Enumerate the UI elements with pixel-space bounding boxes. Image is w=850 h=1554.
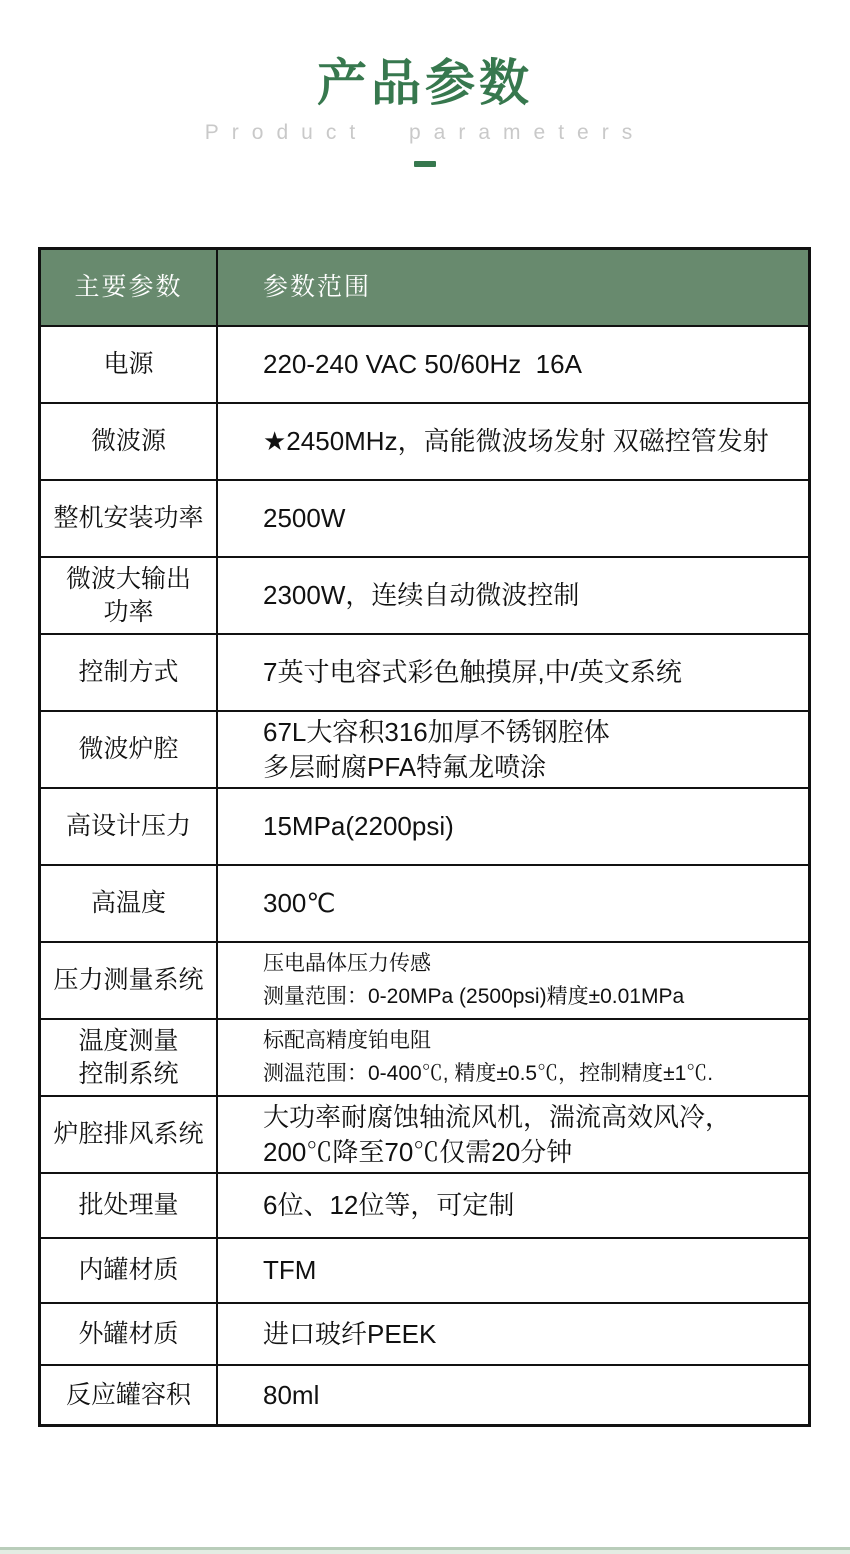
param-value-cell [218, 404, 808, 479]
table-row [41, 402, 808, 479]
table-row [41, 1095, 808, 1172]
param-name-cell [41, 558, 218, 633]
param-name-line: 功率 [103, 597, 154, 626]
param-value-cell [218, 327, 808, 402]
param-name-line: 温度测量 [78, 1027, 179, 1055]
table-row [41, 1364, 808, 1424]
table-row [41, 479, 808, 556]
param-name-cell [41, 635, 218, 710]
param-name-cell [41, 327, 218, 402]
param-name-line: 电源 [103, 350, 154, 379]
param-value-line: 测量范围：0-20MPa (2500psi)精度±0.01MPa [263, 984, 685, 1008]
table-row [41, 633, 808, 710]
param-name-line: 外罐材质 [78, 1319, 179, 1348]
param-name-cell [41, 1239, 218, 1302]
param-value-line: 15MPa(2200psi) [263, 811, 454, 842]
page-title: 产品参数 [317, 55, 533, 111]
param-name-line: 控制系统 [78, 1059, 179, 1088]
param-value-cell [218, 789, 808, 864]
param-name-cell [41, 1304, 218, 1364]
table-row [41, 556, 808, 633]
param-name-cell [41, 866, 218, 941]
param-value-line: 6位、12位等，可定制 [263, 1190, 515, 1221]
title-block [0, 0, 850, 167]
param-name-line: 微波大输出 [65, 565, 191, 593]
param-value-cell [218, 1020, 808, 1095]
param-name-line: 微波炉腔 [78, 735, 179, 764]
table-row [41, 864, 808, 941]
param-value-cell [218, 1366, 808, 1424]
param-name-cell [41, 943, 218, 1018]
param-name-line: 微波源 [90, 427, 166, 456]
param-name-line: 压力测量系统 [53, 966, 204, 995]
title-dash [414, 161, 436, 167]
param-value-cell [218, 558, 808, 633]
table-row [41, 1018, 808, 1095]
column-header-range: 参数范围 [263, 273, 372, 301]
param-value-line: 大功率耐腐蚀轴流风机，湍流高效风冷， [263, 1102, 732, 1133]
param-value-line: 标配高精度铂电阻 [263, 1028, 431, 1052]
param-value-cell [218, 866, 808, 941]
param-name-cell [41, 1020, 218, 1095]
param-name-line: 批处理量 [78, 1191, 179, 1220]
spec-table [38, 247, 811, 1427]
param-value-line: 进口玻纤PEEK [263, 1318, 437, 1349]
param-name-line: 炉腔排风系统 [53, 1120, 204, 1149]
param-value-cell [218, 635, 808, 710]
param-name-cell [41, 481, 218, 556]
param-value-cell [218, 481, 808, 556]
param-value-line: 67L大容积316加厚不锈钢腔体 [263, 717, 610, 748]
table-row [41, 941, 808, 1018]
table-row [41, 710, 808, 787]
param-name-cell [41, 1366, 218, 1424]
table-body [41, 325, 808, 1424]
param-name-cell [41, 1097, 218, 1172]
table-header-row [41, 250, 808, 325]
table-row [41, 787, 808, 864]
param-name-line: 高温度 [90, 889, 166, 918]
param-value-line: 300℃ [263, 888, 336, 919]
column-header-param: 主要参数 [41, 250, 218, 325]
table-row [41, 1302, 808, 1364]
param-value-line: 7英寸电容式彩色触摸屏,中/英文系统 [263, 657, 682, 688]
param-value-line: 2300W，连续自动微波控制 [263, 580, 580, 611]
table-row [41, 1237, 808, 1302]
param-name-cell [41, 1174, 218, 1237]
param-value-line: TFM [263, 1255, 317, 1286]
param-value-cell [218, 712, 808, 787]
next-section-edge-fill [0, 1550, 850, 1554]
param-value-line: 200℃降至70℃仅需20分钟 [263, 1136, 573, 1167]
param-value-line: 80ml [263, 1379, 320, 1410]
param-name-line: 高设计压力 [65, 812, 191, 841]
param-value-cell [218, 1304, 808, 1364]
param-name-line: 整机安装功率 [53, 504, 204, 533]
param-value-line: 测温范围：0-400℃, 精度±0.5℃，控制精度±1℃. [263, 1061, 714, 1085]
param-value-cell [218, 1174, 808, 1237]
table-row [41, 325, 808, 402]
param-name-cell [41, 789, 218, 864]
table-row [41, 1172, 808, 1237]
param-value-line: 多层耐腐PFA特氟龙喷涂 [263, 751, 547, 782]
param-value-line: ★2450MHz，高能微波场发射 双磁控管发射 [263, 426, 769, 457]
param-value-cell [218, 1097, 808, 1172]
param-value-cell [218, 1239, 808, 1302]
param-value-line: 220-240 VAC 50/60Hz 16A [263, 349, 582, 380]
param-value-line: 2500W [263, 503, 346, 534]
param-name-cell [41, 712, 218, 787]
param-name-line: 内罐材质 [78, 1256, 179, 1285]
page-subtitle: Product parameters [204, 121, 646, 144]
param-value-cell [218, 943, 808, 1018]
param-name-cell [41, 404, 218, 479]
param-name-line: 反应罐容积 [65, 1380, 191, 1409]
param-value-line: 压电晶体压力传感 [263, 951, 431, 975]
param-name-line: 控制方式 [78, 658, 179, 687]
next-section-edge [0, 1547, 850, 1554]
